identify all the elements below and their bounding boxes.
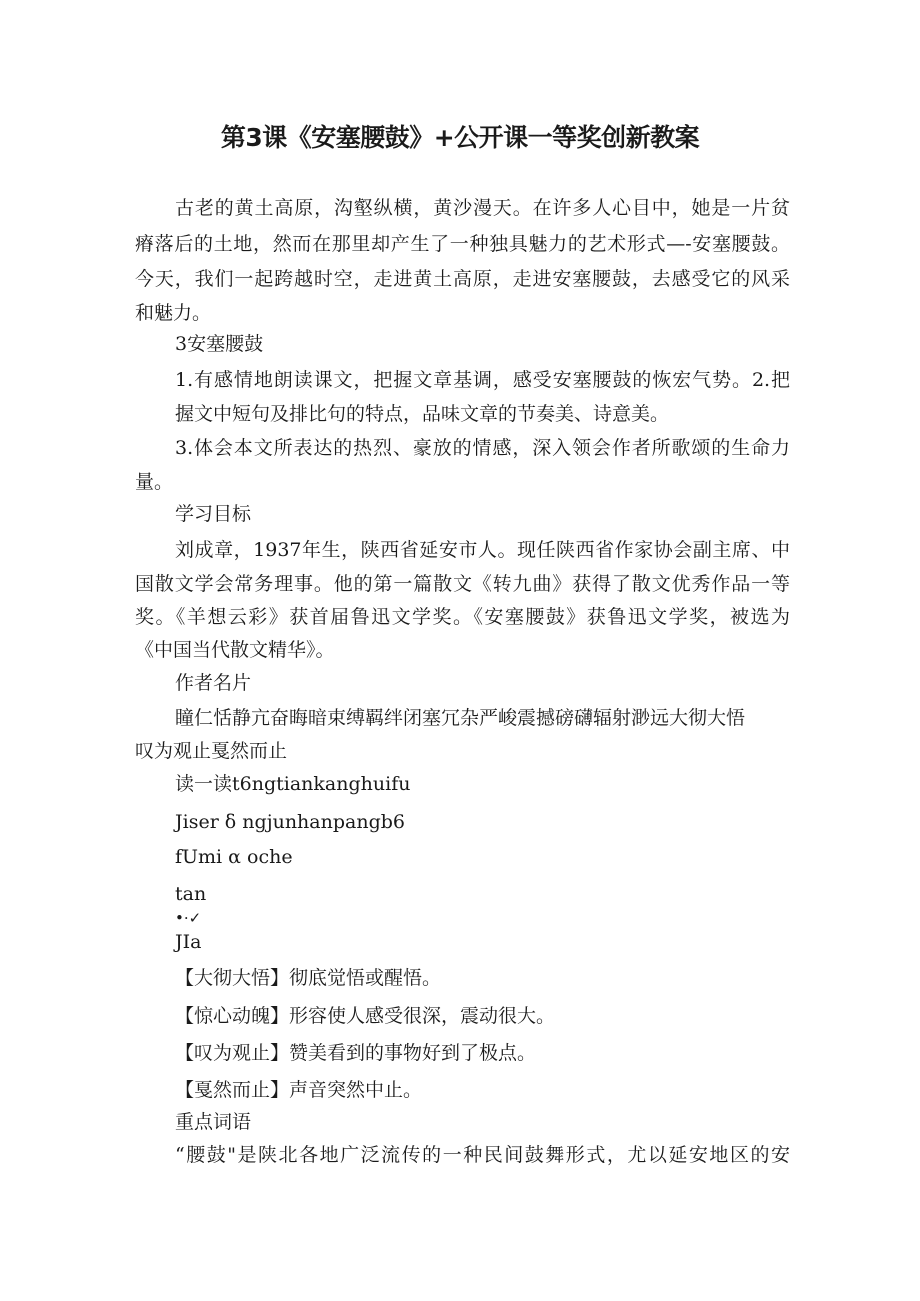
vocab-line-1: 瞳仁恬静亢奋晦暗束缚羁绊闭塞冗杂严峻震撼磅礴辐射渺远大彻大悟 xyxy=(175,707,746,729)
intro-line-4: 和魅力。 xyxy=(135,302,212,324)
pinyin-line-1: 读一读t6ngtiankanghuifu xyxy=(175,773,411,795)
author-card-label: 作者名片 xyxy=(175,672,252,694)
goal-line-2: 握文中短句及排比句的特点，品味文章的节奏美、诗意美。 xyxy=(175,403,670,425)
lesson-heading: 3安塞腰鼓 xyxy=(175,333,264,355)
paragraph-last-line: “腰鼓"是陕北各地广泛流传的一种民间鼓舞形式，尤以延安地区的安 xyxy=(175,1144,790,1166)
intro-line-2: 瘠落后的土地，然而在那里却产生了一种独具魅力的艺术形式—-安塞腰鼓。 xyxy=(135,233,790,255)
goal-line-1: 1.有感情地朗读课文，把握文章基调，感受安塞腰鼓的恢宏气势。2.把 xyxy=(175,369,790,391)
definition-1: 【大彻大悟】彻底觉悟或醒悟。 xyxy=(175,967,442,989)
pinyin-line-4: tan xyxy=(175,883,207,905)
intro-line-1: 古老的黄土高原，沟壑纵横，黄沙漫天。在许多人心目中，她是一片贫 xyxy=(175,197,790,219)
author-line-3: 奖。《羊想云彩》获首届鲁迅文学奖。《安塞腰鼓》获鲁迅文学奖，被选为 xyxy=(135,606,790,628)
author-line-1: 刘成章，1937年生，陕西省延安市人。现任陕西省作家协会副主席、中 xyxy=(175,539,790,561)
goal-line-4: 量。 xyxy=(135,471,174,493)
page-title: 第3课《安塞腰鼓》+公开课一等奖创新教案 xyxy=(220,123,700,152)
definition-3: 【叹为观止】赞美看到的事物好到了极点。 xyxy=(175,1042,537,1064)
goal-line-3: 3.体会本文所表达的热烈、豪放的情感，深入领会作者所歌颂的生命力 xyxy=(175,437,790,459)
pinyin-line-3: fUmi α oche xyxy=(175,846,293,868)
key-words-label: 重点词语 xyxy=(175,1111,252,1133)
intro-line-3: 今天，我们一起跨越时空，走进黄土高原，走进安塞腰鼓，去感受它的风采 xyxy=(135,268,790,290)
author-line-2: 国散文学会常务理事。他的第一篇散文《转九曲》获得了散文优秀作品一等 xyxy=(135,573,790,595)
vocab-line-2: 叹为观止戛然而止 xyxy=(135,740,288,762)
definition-4: 【戛然而止】声音突然中止。 xyxy=(175,1079,423,1101)
pinyin-mark: •·✓ xyxy=(175,909,202,927)
author-line-4: 《中国当代散文精华》。 xyxy=(135,639,335,661)
learning-goals-label: 学习目标 xyxy=(175,503,252,525)
pinyin-line-6: JIa xyxy=(175,931,202,953)
definition-2: 【惊心动魄】形容使人感受很深，震动很大。 xyxy=(175,1005,556,1027)
pinyin-line-2: Jiser δ ngjunhanpangb6 xyxy=(175,811,405,833)
